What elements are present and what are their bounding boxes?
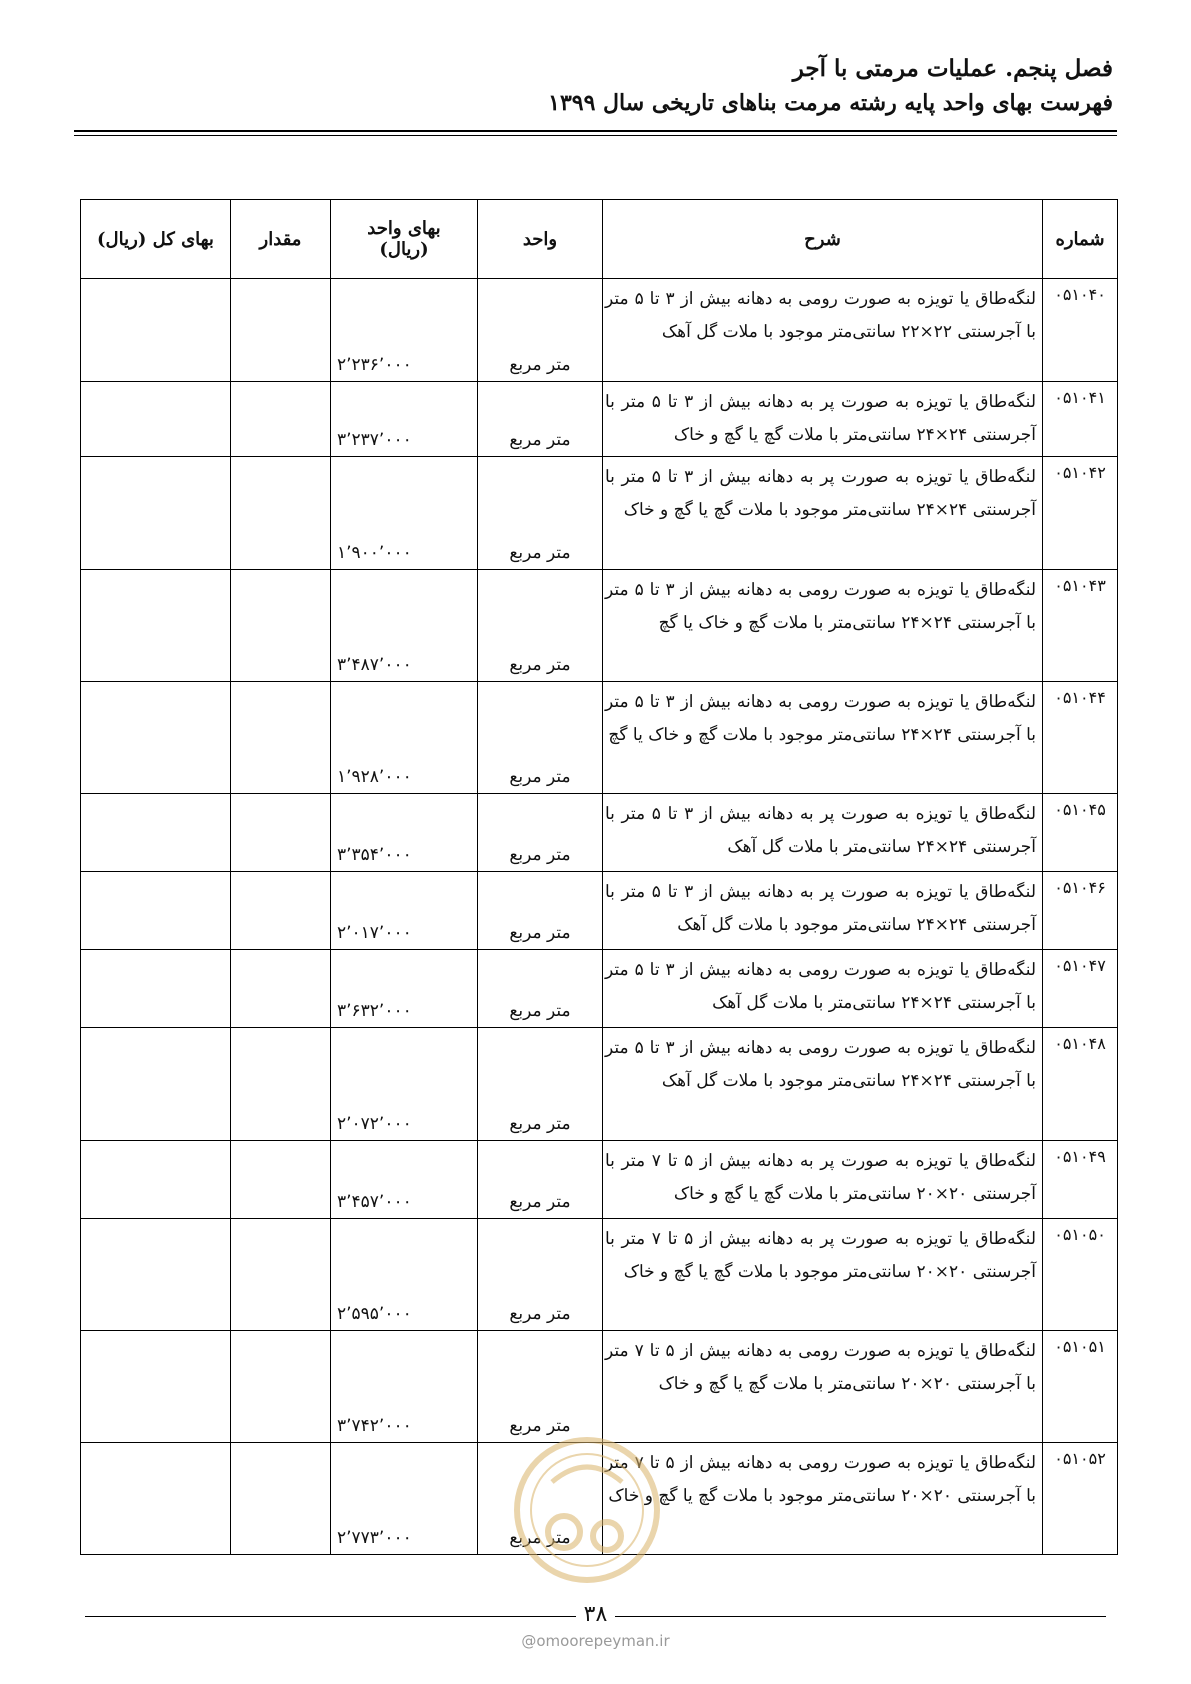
header-quantity: مقدار: [231, 200, 331, 279]
table-body: [81, 279, 1118, 1555]
table-row: [81, 1141, 1118, 1219]
row-total-price: [81, 1028, 231, 1141]
row-total-price: [81, 1141, 231, 1219]
row-quantity: [231, 794, 331, 872]
row-total-price: [81, 457, 231, 570]
row-description: لنگه‌طاق یا تویزه به صورت پر به دهانه بیش از ۳ تا ۵ متر با آجرسنتی ۲۴×۲۴ سانتی‌متر موجود با ملات گل آهک: [603, 872, 1043, 950]
row-unit: متر مربع: [478, 872, 603, 950]
table-row: [81, 1331, 1118, 1443]
row-description: لنگه‌طاق یا تویزه به صورت رومی به دهانه بیش از ۳ تا ۵ متر با آجرسنتی ۲۲×۲۲ سانتی‌متر موجود با ملات گل آهک: [603, 279, 1043, 382]
table-row: [81, 682, 1118, 794]
row-description: لنگه‌طاق یا تویزه به صورت پر به دهانه بیش از ۳ تا ۵ متر با آجرسنتی ۲۴×۲۴ سانتی‌متر با ملات گل آهک: [603, 794, 1043, 872]
row-unit-price: ۲٬۲۳۶٬۰۰۰: [331, 279, 478, 382]
row-unit-price: ۳٬۴۵۷٬۰۰۰: [331, 1141, 478, 1219]
row-unit: متر مربع: [478, 279, 603, 382]
row-unit: متر مربع: [478, 950, 603, 1028]
row-unit-price: ۲٬۷۷۳٬۰۰۰: [331, 1443, 478, 1555]
row-unit: متر مربع: [478, 1443, 603, 1555]
row-description: لنگه‌طاق یا تویزه به صورت پر به دهانه بیش از ۳ تا ۵ متر با آجرسنتی ۲۴×۲۴ سانتی‌متر موجود با ملات گچ یا گچ و خاک: [603, 457, 1043, 570]
header-rule-thick: [74, 130, 1117, 132]
row-quantity: [231, 279, 331, 382]
row-description: لنگه‌طاق یا تویزه به صورت پر به دهانه بیش از ۵ تا ۷ متر با آجرسنتی ۲۰×۲۰ سانتی‌متر موجود با ملات گچ یا گچ و خاک: [603, 1219, 1043, 1331]
row-unit: متر مربع: [478, 682, 603, 794]
row-total-price: [81, 950, 231, 1028]
row-unit-price: ۲٬۰۷۲٬۰۰۰: [331, 1028, 478, 1141]
row-quantity: [231, 570, 331, 682]
row-quantity: [231, 1141, 331, 1219]
header-unit-price: [331, 200, 478, 279]
row-code: ۰۵۱۰۵۱: [1043, 1331, 1118, 1443]
row-quantity: [231, 682, 331, 794]
table-row: [81, 950, 1118, 1028]
row-quantity: [231, 457, 331, 570]
row-quantity: [231, 382, 331, 457]
row-quantity: [231, 1443, 331, 1555]
row-unit-price: ۱٬۹۰۰٬۰۰۰: [331, 457, 478, 570]
row-code: ۰۵۱۰۵۲: [1043, 1443, 1118, 1555]
row-description: لنگه‌طاق یا تویزه به صورت رومی به دهانه بیش از ۳ تا ۵ متر با آجرسنتی ۲۴×۲۴ سانتی‌متر موجود با ملات گل آهک: [603, 1028, 1043, 1141]
header-unit-price-currency: (ریال): [379, 239, 429, 260]
row-unit-price: ۳٬۷۴۲٬۰۰۰: [331, 1331, 478, 1443]
row-code: ۰۵۱۰۴۸: [1043, 1028, 1118, 1141]
table-row: [81, 872, 1118, 950]
price-list-title: فهرست بهای واحد پایه رشته مرمت بناهای تاریخی سال ۱۳۹۹: [548, 90, 1113, 116]
table-row: [81, 457, 1118, 570]
row-total-price: [81, 382, 231, 457]
row-description: لنگه‌طاق یا تویزه به صورت رومی به دهانه بیش از ۳ تا ۵ متر با آجرسنتی ۲۴×۲۴ سانتی‌متر موجود با ملات گچ و خاک یا گچ: [603, 682, 1043, 794]
row-total-price: [81, 682, 231, 794]
row-description: لنگه‌طاق یا تویزه به صورت رومی به دهانه بیش از ۵ تا ۷ متر با آجرسنتی ۲۰×۲۰ سانتی‌متر موجود با ملات گچ یا گچ و خاک: [603, 1443, 1043, 1555]
row-unit-price: ۳٬۲۳۷٬۰۰۰: [331, 382, 478, 457]
row-unit-price: ۲٬۰۱۷٬۰۰۰: [331, 872, 478, 950]
row-unit-price: ۳٬۶۳۲٬۰۰۰: [331, 950, 478, 1028]
row-code: ۰۵۱۰۴۲: [1043, 457, 1118, 570]
publisher-seal-logo: [512, 1432, 662, 1592]
table-row: [81, 1028, 1118, 1141]
header-rule-thin: [74, 135, 1117, 136]
page-number-text: ۳۸: [576, 1602, 616, 1627]
row-total-price: [81, 1331, 231, 1443]
row-unit: متر مربع: [478, 794, 603, 872]
row-unit-price: ۲٬۵۹۵٬۰۰۰: [331, 1219, 478, 1331]
row-total-price: [81, 1219, 231, 1331]
row-total-price: [81, 872, 231, 950]
row-description: لنگه‌طاق یا تویزه به صورت پر به دهانه بیش از ۳ تا ۵ متر با آجرسنتی ۲۴×۲۴ سانتی‌متر با ملات گچ یا گچ و خاک: [603, 382, 1043, 457]
price-table: [80, 199, 1118, 1555]
header-unit: واحد: [478, 200, 603, 279]
row-total-price: [81, 570, 231, 682]
row-unit: متر مربع: [478, 1141, 603, 1219]
row-quantity: [231, 950, 331, 1028]
header-code: شماره: [1043, 200, 1118, 279]
row-description: لنگه‌طاق یا تویزه به صورت رومی به دهانه بیش از ۵ تا ۷ متر با آجرسنتی ۲۰×۲۰ سانتی‌متر با ملات گچ یا گچ و خاک: [603, 1331, 1043, 1443]
row-code: ۰۵۱۰۴۵: [1043, 794, 1118, 872]
row-total-price: [81, 1443, 231, 1555]
header-description: شرح: [603, 200, 1043, 279]
row-description: لنگه‌طاق یا تویزه به صورت رومی به دهانه بیش از ۳ تا ۵ متر با آجرسنتی ۲۴×۲۴ سانتی‌متر با ملات گچ و خاک یا گچ: [603, 570, 1043, 682]
row-code: ۰۵۱۰۴۱: [1043, 382, 1118, 457]
row-code: ۰۵۱۰۵۰: [1043, 1219, 1118, 1331]
row-total-price: [81, 279, 231, 382]
row-code: ۰۵۱۰۴۹: [1043, 1141, 1118, 1219]
header-unit-price-label: بهای واحد: [367, 218, 441, 239]
row-unit: متر مربع: [478, 1219, 603, 1331]
row-code: ۰۵۱۰۴۶: [1043, 872, 1118, 950]
row-code: ۰۵۱۰۴۴: [1043, 682, 1118, 794]
page-header: [548, 52, 1113, 120]
row-unit-price: ۳٬۴۸۷٬۰۰۰: [331, 570, 478, 682]
row-unit: متر مربع: [478, 457, 603, 570]
watermark-text: @omoorepeyman.ir: [521, 1632, 670, 1650]
table-header-row: [81, 200, 1118, 279]
row-code: ۰۵۱۰۴۳: [1043, 570, 1118, 682]
row-description: لنگه‌طاق یا تویزه به صورت رومی به دهانه بیش از ۳ تا ۵ متر با آجرسنتی ۲۴×۲۴ سانتی‌متر با ملات گل آهک: [603, 950, 1043, 1028]
header-total-price: بهای کل (ریال): [81, 200, 231, 279]
table-row: [81, 279, 1118, 382]
row-quantity: [231, 872, 331, 950]
row-description: لنگه‌طاق یا تویزه به صورت پر به دهانه بیش از ۵ تا ۷ متر با آجرسنتی ۲۰×۲۰ سانتی‌متر با ملات گچ یا گچ و خاک: [603, 1141, 1043, 1219]
table-row: [81, 382, 1118, 457]
row-unit: متر مربع: [478, 1331, 603, 1443]
row-unit-price: ۳٬۳۵۴٬۰۰۰: [331, 794, 478, 872]
row-code: ۰۵۱۰۴۷: [1043, 950, 1118, 1028]
table-row: [81, 570, 1118, 682]
row-quantity: [231, 1028, 331, 1141]
row-code: ۰۵۱۰۴۰: [1043, 279, 1118, 382]
table-row: [81, 1219, 1118, 1331]
row-unit: متر مربع: [478, 382, 603, 457]
row-unit: متر مربع: [478, 570, 603, 682]
table-row: [81, 794, 1118, 872]
row-quantity: [231, 1331, 331, 1443]
page-number: [0, 1602, 1191, 1627]
row-unit: متر مربع: [478, 1028, 603, 1141]
row-quantity: [231, 1219, 331, 1331]
row-unit-price: ۱٬۹۲۸٬۰۰۰: [331, 682, 478, 794]
chapter-title: فصل پنجم. عملیات مرمتی با آجر: [792, 55, 1113, 82]
row-total-price: [81, 794, 231, 872]
